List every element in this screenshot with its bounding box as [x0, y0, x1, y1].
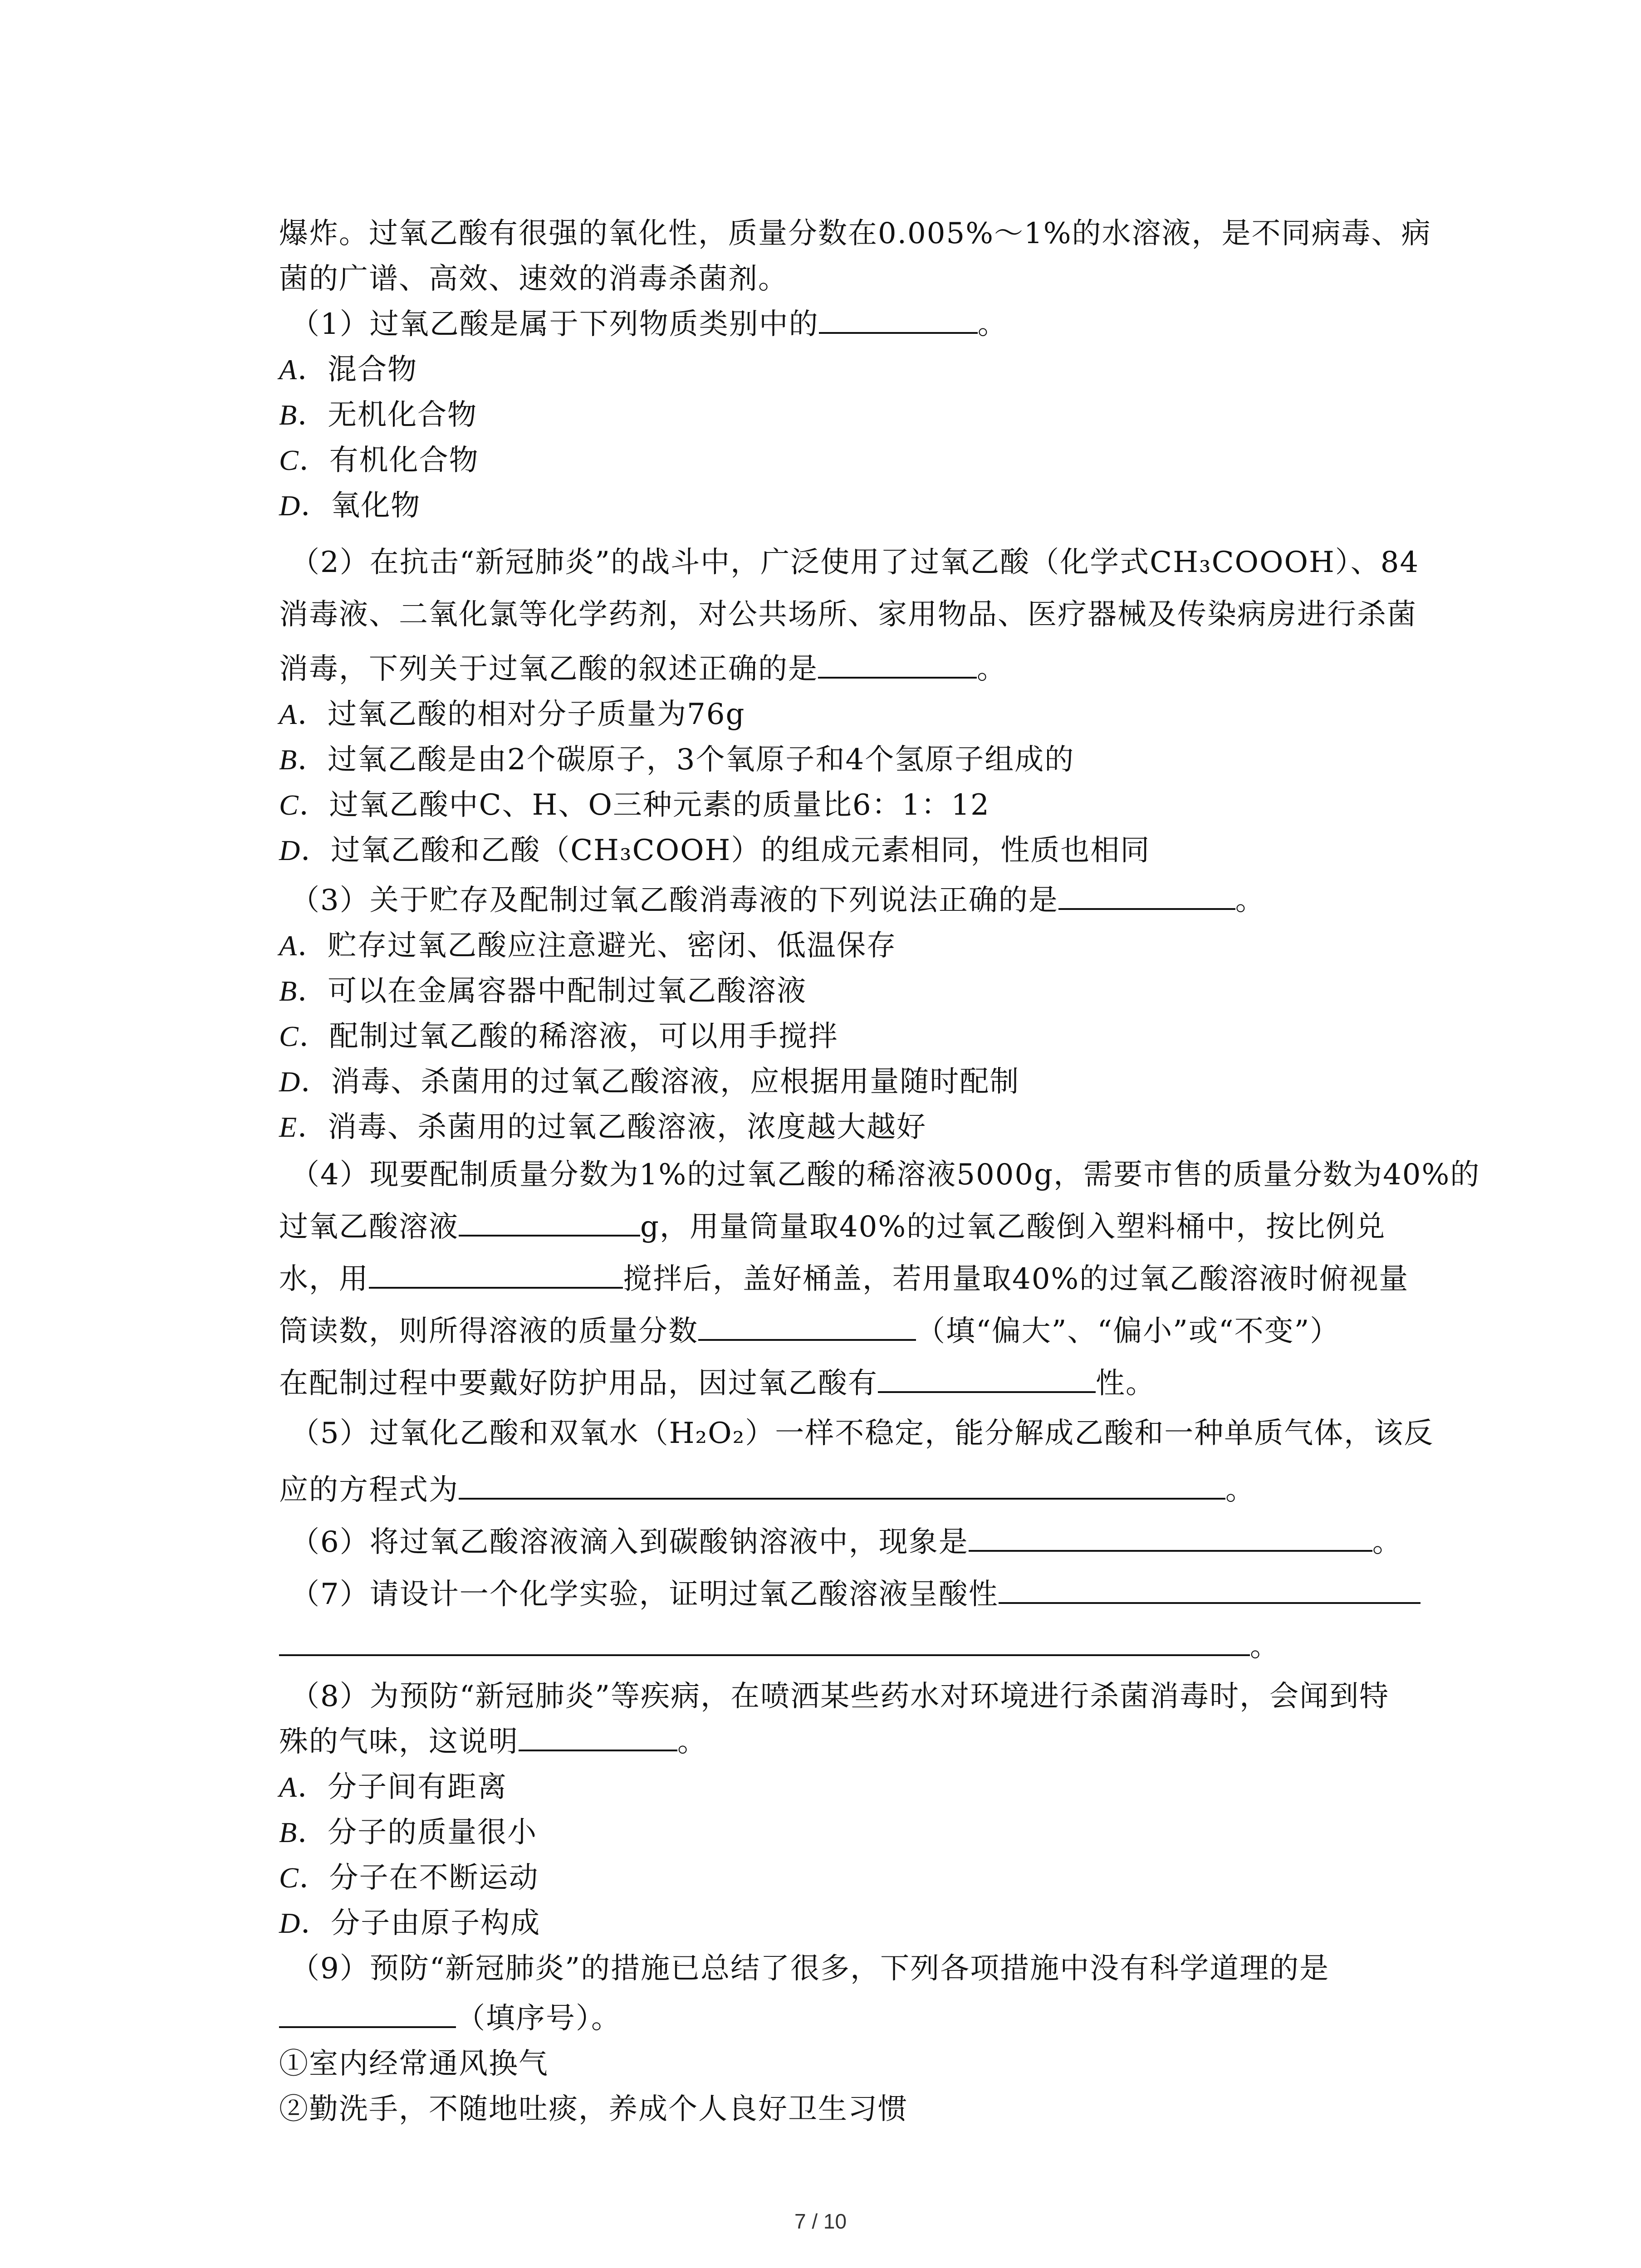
text-segment: 。	[977, 652, 1007, 686]
text-segment: ．氧化物	[301, 489, 421, 523]
text-line	[279, 2041, 549, 2087]
text-segment: （8）为预防“新冠肺炎”等疾病，在喷洒某些药水对环境进行杀菌消毒时，会闻到特	[290, 1680, 1390, 1713]
text-line	[279, 1309, 1340, 1354]
text-line	[279, 923, 896, 968]
option-letter: D	[279, 834, 301, 866]
text-segment: 菌的广谱、高效、速效的消毒杀菌剂。	[279, 262, 788, 296]
option-letter: D	[279, 1907, 301, 1939]
answer-blank[interactable]	[279, 1628, 1250, 1656]
answer-blank[interactable]	[818, 650, 977, 679]
text-segment: （3）关于贮存及配制过氧乙酸消毒液的下列说法正确的是	[290, 884, 1058, 917]
answer-blank[interactable]	[519, 1723, 677, 1751]
answer-blank[interactable]	[369, 1261, 623, 1289]
text-line	[290, 302, 1008, 347]
text-segment: ．分子的质量很小	[298, 1816, 538, 1849]
text-segment: g，用量筒量取40%的过氧乙酸倒入塑料桶中，按比例兑	[640, 1210, 1386, 1244]
text-segment: ．分子由原子构成	[301, 1906, 541, 1940]
text-line	[279, 737, 1074, 782]
text-segment: （5）过氧化乙酸和双氧水（H₂O₂）一样不稳定，能分解成乙酸和一种单质气体，该反	[290, 1417, 1434, 1450]
text-segment: ．过氧乙酸中C、H、O三种元素的质量比6：1：12	[299, 788, 990, 822]
text-segment: ．分子间有距离	[298, 1770, 508, 1804]
answer-blank[interactable]	[1058, 882, 1235, 910]
text-line	[279, 828, 1150, 873]
text-line	[279, 1014, 838, 1059]
option-letter: C	[279, 444, 299, 476]
option-letter: C	[279, 1862, 299, 1894]
text-segment: ①室内经常通风换气	[279, 2047, 549, 2081]
text-segment: （9）预防“新冠肺炎”的措施已总结了很多，下列各项措施中没有科学道理的是	[290, 1952, 1330, 1985]
text-segment: ．分子在不断运动	[299, 1861, 539, 1895]
text-segment: 水，用	[279, 1262, 369, 1296]
text-line	[290, 878, 1265, 923]
text-segment: 。	[1372, 1525, 1402, 1559]
option-letter: E	[279, 1111, 298, 1143]
text-line	[290, 1946, 1329, 1991]
text-segment: 搅拌后，盖好桶盖，若用量取40%的过氧乙酸溶液时俯视量	[623, 1262, 1409, 1296]
text-segment: ．消毒、杀菌用的过氧乙酸溶液，应根据用量随时配制	[301, 1065, 1020, 1099]
text-segment: ．配制过氧乙酸的稀溶液，可以用手搅拌	[299, 1020, 838, 1053]
answer-blank[interactable]	[969, 1524, 1372, 1552]
text-segment: ．消毒、杀菌用的过氧乙酸溶液，浓度越大越好	[298, 1110, 927, 1144]
text-line	[279, 211, 1431, 256]
text-line	[279, 1624, 1280, 1669]
text-segment: 。	[1250, 1630, 1280, 1663]
text-line	[279, 1719, 707, 1765]
option-letter: B	[279, 399, 298, 431]
text-line	[279, 1810, 537, 1855]
text-line	[279, 347, 417, 392]
text-line	[279, 592, 1417, 637]
answer-blank[interactable]	[698, 1313, 916, 1341]
text-segment: ．混合物	[298, 353, 418, 386]
text-line	[290, 1152, 1480, 1198]
text-segment: ．贮存过氧乙酸应注意避光、密闭、低温保存	[298, 929, 897, 963]
text-segment: 爆炸。过氧乙酸有很强的氧化性，质量分数在0.005%～1%的水溶液，是不同病毒、病	[279, 217, 1431, 250]
text-segment: 性。	[1096, 1367, 1156, 1400]
text-line	[279, 1901, 540, 1946]
answer-blank[interactable]	[279, 2000, 456, 2028]
text-segment: ．无机化合物	[298, 398, 478, 432]
answer-blank[interactable]	[999, 1576, 1421, 1604]
text-segment: （填“偏大”、“偏小”或“不变”）	[916, 1315, 1340, 1348]
text-line	[290, 1572, 1421, 1617]
text-segment: ．过氧乙酸和乙酸（CH₃COOH）的组成元素相同，性质也相同	[301, 834, 1151, 867]
text-line	[290, 540, 1419, 585]
text-line	[290, 1520, 1402, 1565]
text-segment: （4）现要配制质量分数为1%的过氧乙酸的稀溶液5000g，需要市售的质量分数为40%的	[290, 1158, 1480, 1192]
text-segment: 过氧乙酸溶液	[279, 1210, 459, 1244]
text-segment: 在配制过程中要戴好防护用品，因过氧乙酸有	[279, 1367, 878, 1400]
text-segment: 应的方程式为	[279, 1473, 459, 1507]
text-line	[279, 1765, 507, 1810]
text-line	[279, 1256, 1409, 1302]
text-line	[279, 438, 479, 483]
text-line	[279, 782, 990, 828]
text-segment: （6）将过氧乙酸溶液滴入到碳酸钠溶液中，现象是	[290, 1525, 969, 1559]
answer-blank[interactable]	[459, 1471, 1225, 1500]
text-segment: ．可以在金属容器中配制过氧乙酸溶液	[298, 974, 807, 1008]
text-segment: ．过氧乙酸是由2个碳原子，3个氧原子和4个氢原子组成的	[298, 743, 1075, 777]
option-letter: C	[279, 1020, 299, 1052]
text-line	[290, 1674, 1389, 1719]
option-letter: A	[279, 353, 298, 386]
option-letter: B	[279, 975, 298, 1007]
text-line	[279, 483, 421, 528]
text-segment: 。	[677, 1725, 707, 1759]
text-line	[279, 1204, 1386, 1250]
text-line	[279, 392, 477, 438]
option-letter: A	[279, 1771, 298, 1803]
text-segment: ②勤洗手，不随地吐痰，养成个人良好卫生习惯	[279, 2092, 908, 2126]
answer-blank[interactable]	[878, 1365, 1096, 1393]
text-line	[279, 968, 807, 1014]
text-line	[279, 646, 1007, 692]
text-line	[279, 2087, 908, 2132]
text-line	[279, 1996, 621, 2041]
text-line	[279, 1105, 926, 1150]
page-number: 7 / 10	[794, 2209, 847, 2233]
text-segment: 。	[1235, 884, 1265, 917]
answer-blank[interactable]	[459, 1208, 640, 1237]
text-line	[290, 1411, 1434, 1456]
text-segment: ．过氧乙酸的相对分子质量为76g	[298, 698, 745, 731]
option-letter: B	[279, 1816, 298, 1848]
text-line	[279, 1361, 1156, 1406]
text-segment: 消毒，下列关于过氧乙酸的叙述正确的是	[279, 652, 818, 686]
text-segment: （1）过氧乙酸是属于下列物质类别中的	[290, 308, 819, 341]
text-line	[279, 256, 788, 302]
text-line	[279, 1467, 1255, 1513]
option-letter: D	[279, 1066, 301, 1098]
text-segment: 殊的气味，这说明	[279, 1725, 519, 1759]
text-segment: ．有机化合物	[299, 444, 479, 477]
text-segment: （填序号）。	[456, 2002, 621, 2035]
text-segment: 消毒液、二氧化氯等化学药剂，对公共场所、家用物品、医疗器械及传染病房进行杀菌	[279, 598, 1417, 631]
option-letter: B	[279, 743, 298, 776]
text-segment: 筒读数，则所得溶液的质量分数	[279, 1315, 698, 1348]
text-segment: （7）请设计一个化学实验，证明过氧乙酸溶液呈酸性	[290, 1578, 999, 1611]
text-segment: （2）在抗击“新冠肺炎”的战斗中，广泛使用了过氧乙酸（化学式CH₃COOOH）、84	[290, 546, 1420, 579]
text-segment: 。	[1225, 1473, 1255, 1507]
text-line	[279, 1059, 1019, 1105]
answer-blank[interactable]	[819, 306, 978, 334]
option-letter: C	[279, 789, 299, 821]
text-line	[279, 692, 745, 737]
option-letter: A	[279, 929, 298, 962]
text-line	[279, 1855, 539, 1901]
option-letter: D	[279, 489, 301, 522]
option-letter: A	[279, 698, 298, 730]
text-segment: 。	[977, 308, 1008, 341]
